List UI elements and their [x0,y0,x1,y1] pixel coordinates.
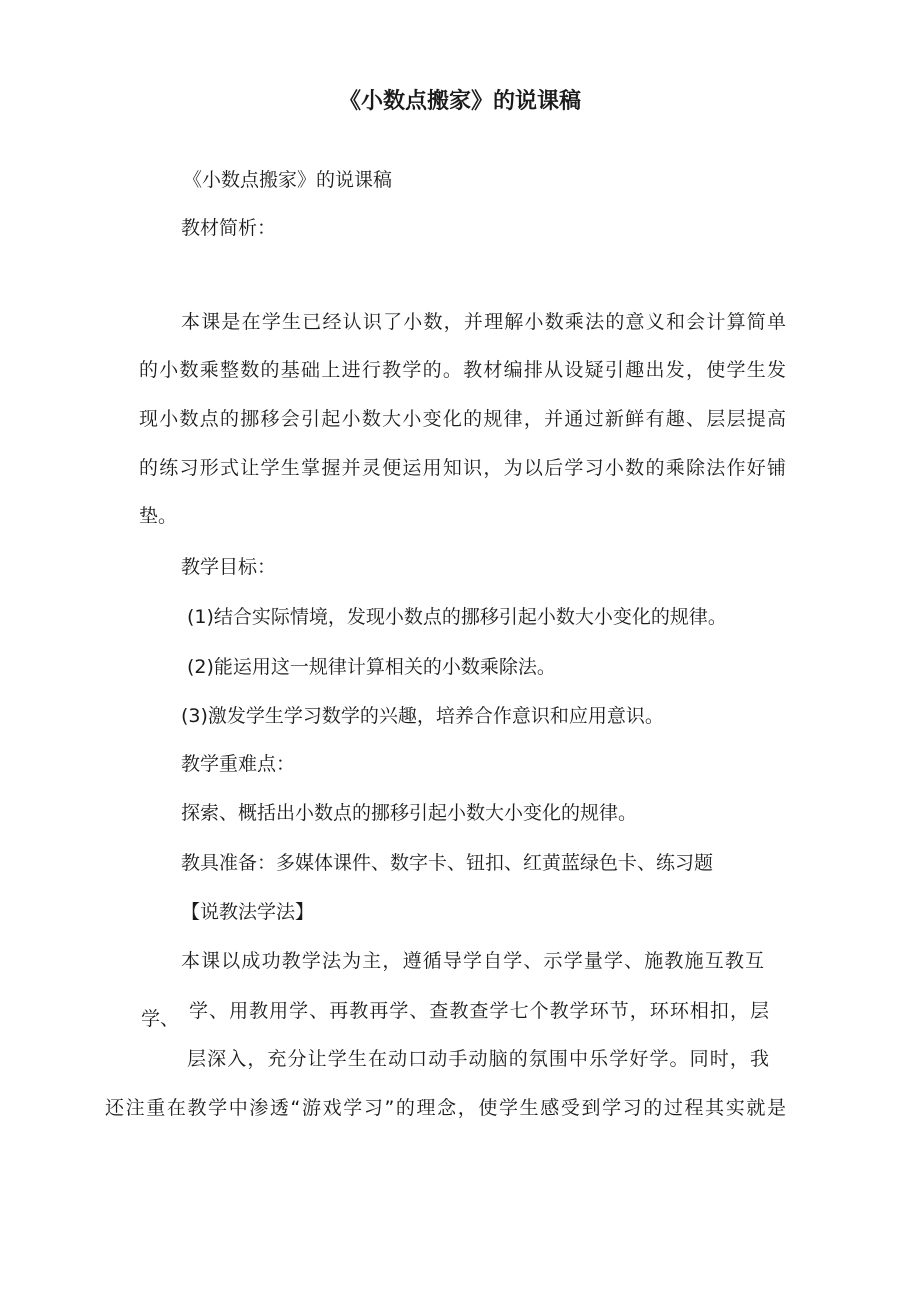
analysis-paragraph-line: 垫。 [139,505,178,527]
method-side-fragment: 学、 [141,1008,180,1030]
goal-item: (3)激发学生学习数学的兴趣，培养合作意识和应用意识。 [181,705,664,727]
method-paragraph-line: 本课以成功教学法为主，遵循导学自学、示学量学、施教施互教互 [181,950,764,972]
method-paragraph-line: 层深入，充分让学生在动口动手动脑的氛围中乐学好学。同时，我 [187,1048,769,1070]
analysis-paragraph-line: 的小数乘整数的基础上进行教学的。教材编排从设疑引趣出发，使学生发 [139,359,786,381]
analysis-paragraph-line: 现小数点的挪移会引起小数大小变化的规律，并通过新鲜有趣、层层提高 [139,408,786,430]
goal-item: (1)结合实际情境，发现小数点的挪移引起小数大小变化的规律。 [187,606,727,628]
goal-item: (2)能运用这一规律计算相关的小数乘除法。 [187,656,556,678]
teaching-tools: 教具准备：多媒体课件、数字卡、钮扣、红黄蓝绿色卡、练习题 [181,852,714,874]
analysis-paragraph-line: 本课是在学生已经认识了小数，并理解小数乘法的意义和会计算简单 [181,311,786,333]
section-heading-analysis: 教材简析： [181,217,277,239]
section-heading-goals: 教学目标： [181,556,277,578]
subtitle: 《小数点搬家》的说课稿 [183,169,393,191]
method-paragraph-line: 还注重在教学中渗透“游戏学习”的理念，使学生感受到学习的过程其实就是 [105,1097,786,1119]
key-points-text: 探索、概括出小数点的挪移引起小数大小变化的规律。 [181,802,638,824]
section-heading-key-points: 教学重难点： [181,753,296,775]
section-heading-method: 【说教法学法】 [181,901,315,923]
method-paragraph-line: 学、用教用学、再教再学、查教查学七个教学环节，环环相扣，层 [189,1000,769,1022]
page-title: 《小数点搬家》的说课稿 [338,89,581,114]
analysis-paragraph-line: 的练习形式让学生掌握并灵便运用知识，为以后学习小数的乘除法作好铺 [139,457,786,479]
